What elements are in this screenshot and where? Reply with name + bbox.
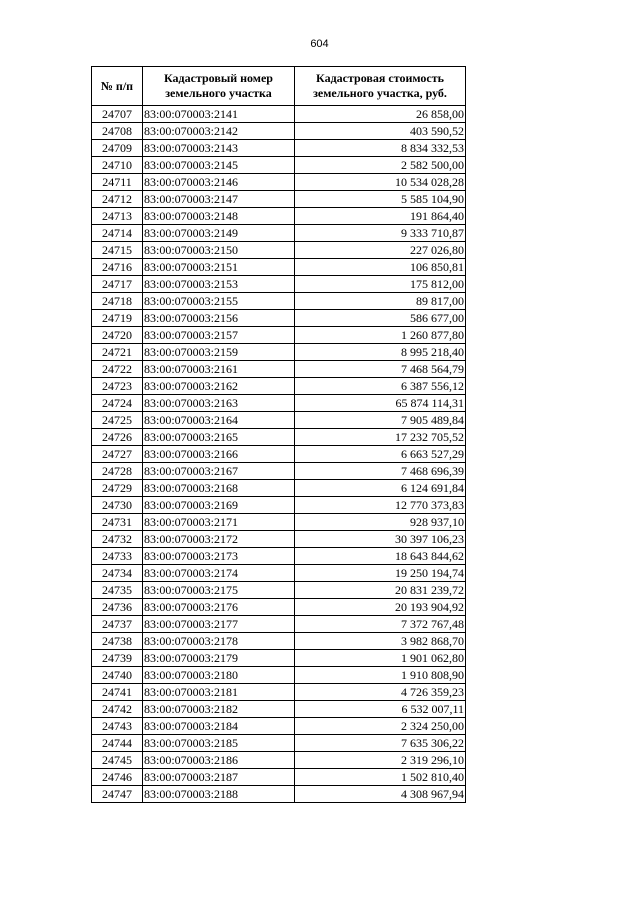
cadastral-number-cell: 83:00:070003:2176 [143, 599, 295, 616]
row-number-cell: 24731 [92, 514, 143, 531]
table-row [92, 327, 466, 344]
cadastral-value-cell: 8 834 332,53 [295, 140, 466, 157]
cadastral-value-cell: 6 387 556,12 [295, 378, 466, 395]
table-row [92, 225, 466, 242]
cadastral-value-cell: 30 397 106,23 [295, 531, 466, 548]
cadastral-number-cell: 83:00:070003:2181 [143, 684, 295, 701]
table-row [92, 157, 466, 174]
cadastral-number-cell: 83:00:070003:2166 [143, 446, 295, 463]
cadastral-number-cell: 83:00:070003:2146 [143, 174, 295, 191]
row-number-cell: 24745 [92, 752, 143, 769]
cadastral-value-cell: 7 905 489,84 [295, 412, 466, 429]
row-number-cell: 24734 [92, 565, 143, 582]
cadastral-number-cell: 83:00:070003:2175 [143, 582, 295, 599]
cadastral-number-cell: 83:00:070003:2180 [143, 667, 295, 684]
cadastral-number-cell: 83:00:070003:2171 [143, 514, 295, 531]
table-row [92, 123, 466, 140]
table-row [92, 565, 466, 582]
cadastral-number-cell: 83:00:070003:2163 [143, 395, 295, 412]
table-row [92, 140, 466, 157]
table-row [92, 242, 466, 259]
cadastral-value-cell: 1 910 808,90 [295, 667, 466, 684]
row-number-cell: 24718 [92, 293, 143, 310]
row-number-cell: 24710 [92, 157, 143, 174]
row-number-cell: 24719 [92, 310, 143, 327]
row-number-cell: 24733 [92, 548, 143, 565]
header-row-number: № п/п [92, 67, 143, 106]
row-number-cell: 24729 [92, 480, 143, 497]
cadastral-value-cell: 7 468 696,39 [295, 463, 466, 480]
cadastral-value-cell: 4 726 359,23 [295, 684, 466, 701]
row-number-cell: 24723 [92, 378, 143, 395]
row-number-cell: 24716 [92, 259, 143, 276]
table-row [92, 769, 466, 786]
cadastral-number-cell: 83:00:070003:2179 [143, 650, 295, 667]
row-number-cell: 24717 [92, 276, 143, 293]
cadastral-number-cell: 83:00:070003:2182 [143, 701, 295, 718]
cadastral-number-cell: 83:00:070003:2147 [143, 191, 295, 208]
table-row [92, 548, 466, 565]
row-number-cell: 24730 [92, 497, 143, 514]
cadastral-value-cell: 8 995 218,40 [295, 344, 466, 361]
cadastral-number-cell: 83:00:070003:2149 [143, 225, 295, 242]
row-number-cell: 24714 [92, 225, 143, 242]
table-row [92, 310, 466, 327]
cadastral-value-cell: 7 468 564,79 [295, 361, 466, 378]
cadastral-value-cell: 1 901 062,80 [295, 650, 466, 667]
table-row [92, 633, 466, 650]
table-row [92, 208, 466, 225]
header-cadastral-number: Кадастровый номер земельного участка [143, 67, 295, 106]
row-number-cell: 24711 [92, 174, 143, 191]
row-number-cell: 24740 [92, 667, 143, 684]
table-row [92, 480, 466, 497]
cadastral-value-cell: 2 324 250,00 [295, 718, 466, 735]
cadastral-value-cell: 18 643 844,62 [295, 548, 466, 565]
cadastral-value-cell: 1 260 877,80 [295, 327, 466, 344]
cadastral-number-cell: 83:00:070003:2153 [143, 276, 295, 293]
row-number-cell: 24727 [92, 446, 143, 463]
cadastral-number-cell: 83:00:070003:2164 [143, 412, 295, 429]
table-row [92, 276, 466, 293]
cadastral-number-cell: 83:00:070003:2187 [143, 769, 295, 786]
table-row [92, 752, 466, 769]
row-number-cell: 24725 [92, 412, 143, 429]
table-row [92, 259, 466, 276]
cadastral-value-cell: 928 937,10 [295, 514, 466, 531]
cadastral-value-cell: 89 817,00 [295, 293, 466, 310]
cadastral-number-cell: 83:00:070003:2143 [143, 140, 295, 157]
row-number-cell: 24746 [92, 769, 143, 786]
table-row [92, 412, 466, 429]
cadastral-number-cell: 83:00:070003:2167 [143, 463, 295, 480]
row-number-cell: 24720 [92, 327, 143, 344]
table-row [92, 531, 466, 548]
cadastral-value-cell: 20 831 239,72 [295, 582, 466, 599]
row-number-cell: 24739 [92, 650, 143, 667]
table-row [92, 378, 466, 395]
row-number-cell: 24726 [92, 429, 143, 446]
cadastral-value-cell: 5 585 104,90 [295, 191, 466, 208]
table-row [92, 667, 466, 684]
cadastral-number-cell: 83:00:070003:2162 [143, 378, 295, 395]
cadastral-value-cell: 19 250 194,74 [295, 565, 466, 582]
row-number-cell: 24722 [92, 361, 143, 378]
cadastral-value-cell: 20 193 904,92 [295, 599, 466, 616]
cadastral-value-cell: 7 635 306,22 [295, 735, 466, 752]
table-row [92, 616, 466, 633]
row-number-cell: 24743 [92, 718, 143, 735]
cadastral-number-cell: 83:00:070003:2157 [143, 327, 295, 344]
cadastral-value-cell: 6 124 691,84 [295, 480, 466, 497]
row-number-cell: 24744 [92, 735, 143, 752]
cadastral-number-cell: 83:00:070003:2142 [143, 123, 295, 140]
row-number-cell: 24742 [92, 701, 143, 718]
cadastral-number-cell: 83:00:070003:2169 [143, 497, 295, 514]
cadastral-number-cell: 83:00:070003:2168 [143, 480, 295, 497]
cadastral-value-cell: 17 232 705,52 [295, 429, 466, 446]
cadastral-value-cell: 1 502 810,40 [295, 769, 466, 786]
cadastral-number-cell: 83:00:070003:2185 [143, 735, 295, 752]
cadastral-number-cell: 83:00:070003:2173 [143, 548, 295, 565]
table-header-row [92, 67, 466, 106]
table-row [92, 497, 466, 514]
cadastral-value-cell: 2 582 500,00 [295, 157, 466, 174]
cadastral-value-cell: 2 319 296,10 [295, 752, 466, 769]
table-row [92, 786, 466, 803]
row-number-cell: 24721 [92, 344, 143, 361]
row-number-cell: 24709 [92, 140, 143, 157]
table-row [92, 514, 466, 531]
table-body [92, 106, 466, 803]
table-row [92, 395, 466, 412]
cadastral-number-cell: 83:00:070003:2148 [143, 208, 295, 225]
cadastral-value-cell: 175 812,00 [295, 276, 466, 293]
cadastral-value-cell: 7 372 767,48 [295, 616, 466, 633]
cadastral-number-cell: 83:00:070003:2159 [143, 344, 295, 361]
cadastral-number-cell: 83:00:070003:2177 [143, 616, 295, 633]
row-number-cell: 24708 [92, 123, 143, 140]
row-number-cell: 24741 [92, 684, 143, 701]
row-number-cell: 24707 [92, 106, 143, 123]
table-row [92, 191, 466, 208]
table-row [92, 718, 466, 735]
cadastral-value-cell: 403 590,52 [295, 123, 466, 140]
table-row [92, 650, 466, 667]
cadastral-number-cell: 83:00:070003:2165 [143, 429, 295, 446]
cadastral-value-cell: 106 850,81 [295, 259, 466, 276]
table-row [92, 429, 466, 446]
row-number-cell: 24728 [92, 463, 143, 480]
row-number-cell: 24738 [92, 633, 143, 650]
cadastral-number-cell: 83:00:070003:2188 [143, 786, 295, 803]
cadastral-number-cell: 83:00:070003:2156 [143, 310, 295, 327]
table-row [92, 174, 466, 191]
cadastral-number-cell: 83:00:070003:2172 [143, 531, 295, 548]
cadastral-value-cell: 6 532 007,11 [295, 701, 466, 718]
cadastral-value-table [91, 66, 466, 803]
row-number-cell: 24724 [92, 395, 143, 412]
cadastral-value-cell: 9 333 710,87 [295, 225, 466, 242]
cadastral-value-cell: 4 308 967,94 [295, 786, 466, 803]
cadastral-value-cell: 6 663 527,29 [295, 446, 466, 463]
table-row [92, 293, 466, 310]
cadastral-number-cell: 83:00:070003:2145 [143, 157, 295, 174]
table-row [92, 344, 466, 361]
header-cadastral-value: Кадастровая стоимость земельного участка, руб. [295, 67, 466, 106]
table-row [92, 361, 466, 378]
cadastral-value-cell: 65 874 114,31 [295, 395, 466, 412]
cadastral-value-cell: 10 534 028,28 [295, 174, 466, 191]
table-row [92, 463, 466, 480]
cadastral-value-cell: 227 026,80 [295, 242, 466, 259]
cadastral-number-cell: 83:00:070003:2178 [143, 633, 295, 650]
row-number-cell: 24715 [92, 242, 143, 259]
table-row [92, 735, 466, 752]
cadastral-value-cell: 12 770 373,83 [295, 497, 466, 514]
cadastral-value-cell: 26 858,00 [295, 106, 466, 123]
cadastral-number-cell: 83:00:070003:2155 [143, 293, 295, 310]
cadastral-number-cell: 83:00:070003:2141 [143, 106, 295, 123]
cadastral-number-cell: 83:00:070003:2161 [143, 361, 295, 378]
page-number: 604 [310, 38, 329, 50]
row-number-cell: 24736 [92, 599, 143, 616]
cadastral-number-cell: 83:00:070003:2184 [143, 718, 295, 735]
row-number-cell: 24713 [92, 208, 143, 225]
row-number-cell: 24737 [92, 616, 143, 633]
row-number-cell: 24735 [92, 582, 143, 599]
cadastral-number-cell: 83:00:070003:2151 [143, 259, 295, 276]
cadastral-value-cell: 191 864,40 [295, 208, 466, 225]
table-row [92, 599, 466, 616]
cadastral-number-cell: 83:00:070003:2150 [143, 242, 295, 259]
cadastral-value-cell: 586 677,00 [295, 310, 466, 327]
table-row [92, 701, 466, 718]
row-number-cell: 24732 [92, 531, 143, 548]
table-row [92, 106, 466, 123]
row-number-cell: 24747 [92, 786, 143, 803]
row-number-cell: 24712 [92, 191, 143, 208]
cadastral-value-cell: 3 982 868,70 [295, 633, 466, 650]
cadastral-number-cell: 83:00:070003:2186 [143, 752, 295, 769]
table-row [92, 582, 466, 599]
cadastral-number-cell: 83:00:070003:2174 [143, 565, 295, 582]
table-row [92, 684, 466, 701]
table-row [92, 446, 466, 463]
